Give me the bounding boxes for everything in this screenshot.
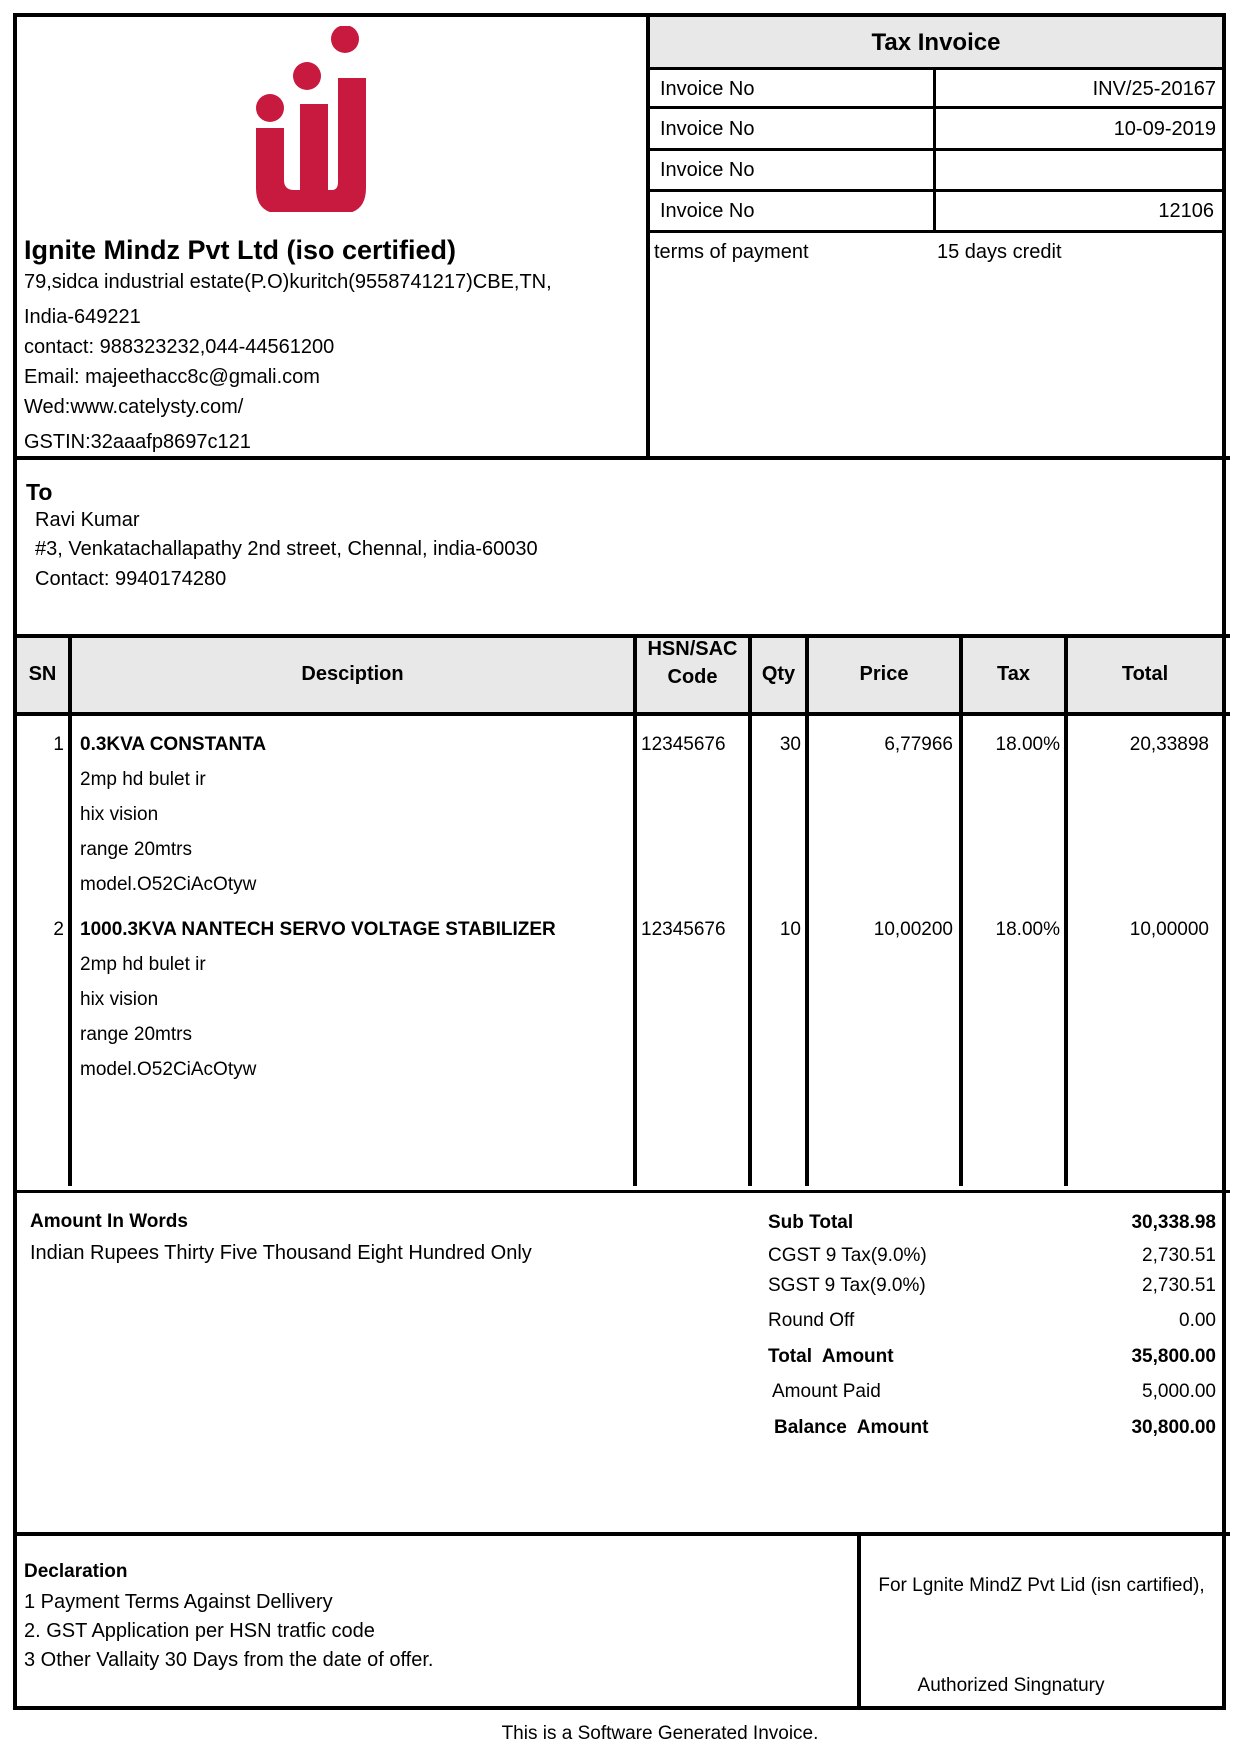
table-bottom-line <box>13 1190 1230 1193</box>
col-header-description: Desciption <box>301 663 404 685</box>
item-tax: 18.00% <box>995 919 1060 940</box>
col-line <box>633 634 637 1186</box>
amount-words-text: Indian Rupees Thirty Five Thousand Eight Hundred Only <box>30 1242 532 1264</box>
section-line <box>13 456 1230 460</box>
item-detail: 2mp hd bulet ir <box>80 769 206 790</box>
invoice-row-label: Invoice No <box>660 159 755 181</box>
row-line <box>648 189 1226 192</box>
signature-label: Authorized Singnatury <box>917 1675 1105 1696</box>
invoice-row-label: Invoice No <box>660 78 755 100</box>
invoice-row-label: Invoice No <box>660 118 755 140</box>
item-hsn: 12345676 <box>641 919 726 940</box>
summary-value-subtotal: 30,338.98 <box>1131 1212 1216 1233</box>
item-price: 6,77966 <box>884 734 953 755</box>
company-email: Email: majeethacc8c@gmali.com <box>24 366 320 388</box>
row-line <box>648 106 1226 109</box>
item-qty: 30 <box>779 734 801 755</box>
col-line <box>805 634 809 1186</box>
summary-label-balance: Balance Amount <box>774 1417 929 1438</box>
col-header-hsn-line2: Code <box>667 666 718 688</box>
declaration-line: 3 Other Vallaity 30 Days from the date of offer. <box>24 1649 434 1671</box>
summary-value-total: 35,800.00 <box>1131 1346 1216 1367</box>
table-header-bottom-line <box>13 712 1230 716</box>
logo-icon <box>250 26 380 212</box>
col-header-hsn-line1: HSN/SAC <box>647 638 738 660</box>
col-header-total: Total <box>1121 663 1169 685</box>
summary-label-roundoff: Round Off <box>768 1310 855 1331</box>
col-line <box>1064 634 1068 1186</box>
declaration-line: 1 Payment Terms Against Dellivery <box>24 1591 333 1613</box>
item-detail: hix vision <box>80 804 159 825</box>
item-price: 10,00200 <box>873 919 953 940</box>
row-line <box>648 230 1226 233</box>
summary-label-total: Total Amount <box>768 1346 894 1367</box>
col-line <box>68 634 72 1186</box>
declaration-heading: Declaration <box>24 1561 128 1582</box>
company-address-line1: 79,sidca industrial estate(P.O)kuritch(9558741217)CBE,TN, <box>24 271 552 293</box>
bill-to-address: #3, Venkatachallapathy 2nd street, Chennal, india-60030 <box>35 538 538 560</box>
item-detail: model.O52CiAcOtyw <box>80 1059 257 1080</box>
summary-value-cgst: 2,730.51 <box>1142 1245 1216 1266</box>
item-detail: model.O52CiAcOtyw <box>80 874 257 895</box>
row-line <box>648 148 1226 151</box>
terms-value: 15 days credit <box>937 241 1062 263</box>
col-header-sn: SN <box>28 663 57 685</box>
signature-for-company: For Lgnite MindZ Pvt Lid (isn cartified), <box>878 1575 1205 1596</box>
bill-to-contact: Contact: 9940174280 <box>35 568 227 590</box>
section-line <box>13 1532 1230 1536</box>
invoice-number-value: INV/25-20167 <box>1092 78 1216 100</box>
row-line <box>648 67 1226 70</box>
item-detail: range 20mtrs <box>80 1024 192 1045</box>
item-sn: 2 <box>53 919 64 940</box>
header-divider <box>646 13 650 460</box>
item-title: 1000.3KVA NANTECH SERVO VOLTAGE STABILIZER <box>80 919 556 940</box>
summary-label-subtotal: Sub Total <box>768 1212 854 1233</box>
item-total: 20,33898 <box>1129 734 1209 755</box>
company-logo <box>250 26 380 212</box>
invoice-ref-value: 12106 <box>1158 200 1214 222</box>
company-name: Ignite Mindz Pvt Ltd (iso certified) <box>24 235 456 265</box>
item-tax: 18.00% <box>995 734 1060 755</box>
bill-to-heading: To <box>26 479 53 505</box>
invoice-date-value: 10-09-2019 <box>1113 118 1216 140</box>
item-hsn: 12345676 <box>641 734 726 755</box>
invoice-row-label: Invoice No <box>660 200 755 222</box>
item-total: 10,00000 <box>1129 919 1209 940</box>
footer-note: This is a Software Generated Invoice. <box>501 1723 819 1744</box>
summary-value-roundoff: 0.00 <box>1179 1310 1216 1331</box>
item-detail: hix vision <box>80 989 159 1010</box>
col-line <box>959 634 963 1186</box>
col-header-qty: Qty <box>761 663 796 685</box>
company-contact: contact: 988323232,044-44561200 <box>24 336 335 358</box>
item-sn: 1 <box>53 734 64 755</box>
summary-label-paid: Amount Paid <box>772 1381 881 1402</box>
summary-label-sgst: SGST 9 Tax(9.0%) <box>768 1275 926 1296</box>
col-header-tax: Tax <box>997 663 1030 685</box>
item-qty: 10 <box>779 919 801 940</box>
amount-words-label: Amount In Words <box>30 1211 188 1232</box>
declaration-line: 2. GST Application per HSN tratfic code <box>24 1620 375 1642</box>
terms-label: terms of payment <box>654 241 809 263</box>
summary-value-paid: 5,000.00 <box>1142 1381 1216 1402</box>
company-gstin: GSTIN:32aaafp8697c121 <box>24 431 251 453</box>
company-address-line2: India-649221 <box>24 306 141 328</box>
item-detail: range 20mtrs <box>80 839 192 860</box>
info-col-divider <box>933 67 936 233</box>
bill-to-name: Ravi Kumar <box>35 509 140 531</box>
invoice-title: Tax Invoice <box>871 29 1001 56</box>
summary-value-balance: 30,800.00 <box>1131 1417 1216 1438</box>
col-line <box>748 634 752 1186</box>
col-header-price: Price <box>859 663 909 685</box>
item-title: 0.3KVA CONSTANTA <box>80 734 267 755</box>
invoice-frame <box>13 13 1226 1710</box>
table-top-line <box>13 634 1230 638</box>
summary-label-cgst: CGST 9 Tax(9.0%) <box>768 1245 927 1266</box>
summary-value-sgst: 2,730.51 <box>1142 1275 1216 1296</box>
company-web: Wed:www.catelysty.com/ <box>24 396 244 418</box>
item-detail: 2mp hd bulet ir <box>80 954 206 975</box>
